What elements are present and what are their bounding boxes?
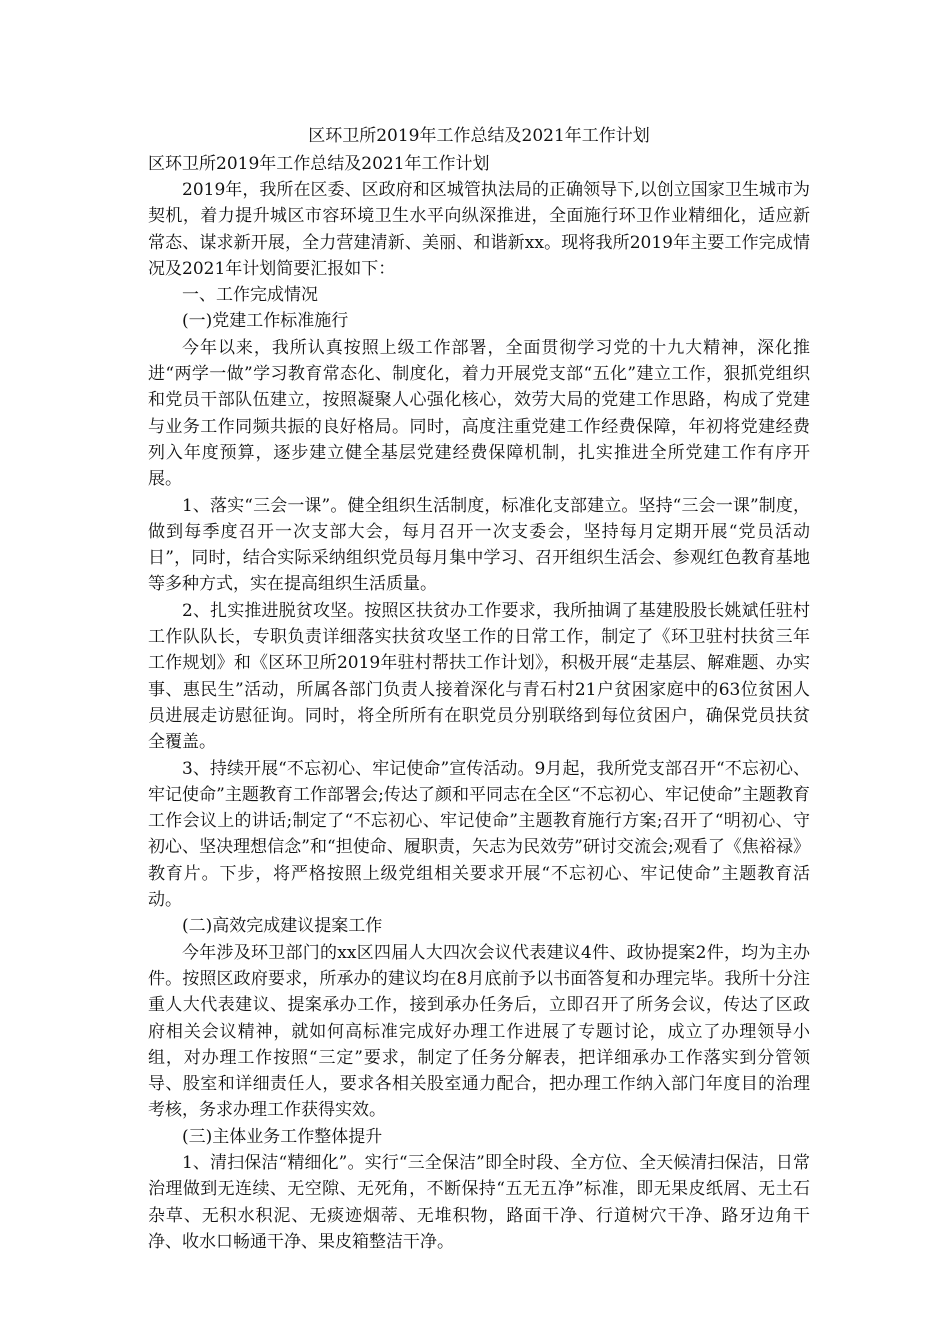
subsection-heading: (三)主体业务工作整体提升: [182, 1126, 383, 1147]
body-paragraph: 1、落实“三会一课”。健全组织生活制度，标准化支部建立。坚持“三会一课”制度，做到每季度召开一次支部大会，每月召开一次支委会，坚持每月定期开展“党员活动日”，同时，结合实际采纳组织党员每月集中学习、召开组织生活会、参观红色教育基地等多种方式，实在提高组织生活质量。: [148, 495, 810, 595]
subsection-heading: (一)党建工作标准施行: [182, 311, 349, 332]
body-paragraph: 3、持续开展“不忘初心、牢记使命”宣传活动。9月起，我所党支部召开“不忘初心、牢记使命”主题教育工作部署会;传达了颜和平同志在全区“不忘初心、牢记使命”主题教育工作会议上的讲话;制定了“不忘初心、牢记使命”主题教育施行方案;召开了“明初心、守初心、坚决理想信念”和“担使命、履职责，矢志为民效劳”研讨交流会;观看了《焦裕禄》教育片。下步，将严格按照上级党组相关要求开展“不忘初心、牢记使命”主题教育活动。: [148, 758, 810, 911]
body-paragraph: 2、扎实推进脱贫攻坚。按照区扶贫办工作要求，我所抽调了基建股股长姚斌任驻村工作队队长，专职负责详细落实扶贫攻坚工作的日常工作，制定了《环卫驻村扶贫三年工作规划》和《区环卫所2019年驻村帮扶工作计划》，积极开展“走基层、解难题、办实事、惠民生”活动，所属各部门负责人接着深化与青石村21户贫困家庭中的63位贫困人员进展走访慰征询。同时，将全所所有在职党员分别联络到每位贫困户，确保党员扶贫全覆盖。: [148, 600, 810, 753]
intro-paragraph: 2019年，我所在区委、区政府和区城管执法局的正确领导下,以创立国家卫生城市为契机，着力提升城区市容环境卫生水平向纵深推进，全面施行环卫作业精细化，适应新常态、谋求新开展，全力营建清新、美丽、和谐新xx。现将我所2019年主要工作完成情况及2021年计划简要汇报如下：: [148, 180, 810, 279]
body-paragraph: 1、清扫保洁“精细化”。实行“三全保洁”即全时段、全方位、全天候清扫保洁，日常治理做到无连续、无空隙、无死角，不断保持“五无五净”标准，即无果皮纸屑、无土石杂草、无积水积泥、无痰迹烟蒂、无堆积物，路面干净、行道树穴干净、路牙边角干净、收水口畅通干净、果皮箱整洁干净。: [148, 1152, 810, 1252]
document-title: 区环卫所2019年工作总结及2021年工作计划: [308, 126, 650, 146]
document-subtitle: 区环卫所2019年工作总结及2021年工作计划: [148, 154, 490, 174]
subsection-heading: (二)高效完成建议提案工作: [182, 916, 383, 937]
document-body: [148, 121, 810, 1255]
section-heading: 一、工作完成情况: [182, 285, 318, 306]
body-paragraph: 今年以来，我所认真按照上级工作部署，全面贯彻学习党的十九大精神，深化推进“两学一做”学习教育常态化、制度化，着力开展党支部“五化”建立工作，狠抓党组织和党员干部队伍建立，按照凝聚人心强化核心，效劳大局的党建工作思路，构成了党建与业务工作同频共振的良好格局。同时，高度注重党建工作经费保障，年初将党建经费列入年度预算，逐步建立健全基层党建经费保障机制，扎实推进全所党建工作有序开展。: [148, 337, 810, 490]
body-paragraph: 今年涉及环卫部门的xx区四届人大四次会议代表建议4件、政协提案2件，均为主办件。按照区政府要求，所承办的建议均在8月底前予以书面答复和办理完毕。我所十分注重人大代表建议、提案承办工作，接到承办任务后，立即召开了所务会议，传达了区政府相关会议精神，就如何高标准完成好办理工作进展了专题讨论，成立了办理领导小组，对办理工作按照“三定”要求，制定了任务分解表，把详细承办工作落实到分管领导、股室和详细责任人，要求各相关股室通力配合，把办理工作纳入部门年度目的治理考核，务求办理工作获得实效。: [148, 942, 810, 1121]
